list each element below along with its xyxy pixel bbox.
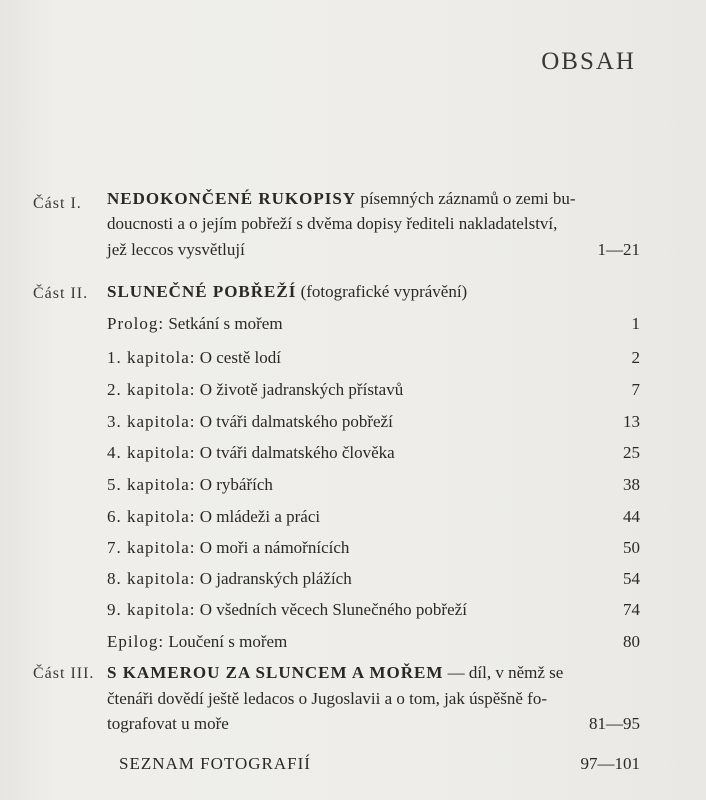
part-3-line-1-rest: — díl, v němž se <box>447 663 564 682</box>
chapter-entry <box>107 569 352 589</box>
chapter-entry <box>107 475 273 495</box>
part-2-label: Část II. <box>33 285 89 302</box>
chapter-page: 38 <box>623 475 640 494</box>
chapter-title: O tváři dalmatského člověka <box>199 443 395 462</box>
chapter-page: 74 <box>623 600 640 619</box>
part-2-heading-line <box>107 282 467 302</box>
chapter-label: 2. kapitola: <box>107 380 196 399</box>
chapter-page: 50 <box>623 538 640 557</box>
chapter-label: Prolog: <box>107 314 165 333</box>
chapter-page: 54 <box>623 569 640 588</box>
chapter-page: 13 <box>623 412 640 431</box>
chapter-label: 6. kapitola: <box>107 507 196 526</box>
chapter-page: 2 <box>631 348 640 367</box>
chapter-label: 3. kapitola: <box>107 412 196 431</box>
chapter-title: Loučení s mořem <box>168 632 288 651</box>
part-1-line-2: doucnosti a o jejím pobřeží s dvěma dopisy řediteli nakladatelství, <box>107 214 558 233</box>
chapter-entry <box>107 412 393 432</box>
part-3-line-3: tografovat u moře <box>107 714 229 733</box>
chapter-page: 1 <box>631 314 640 333</box>
chapter-title: O mládeži a práci <box>199 507 321 526</box>
chapter-title: O všedních věcech Slunečného pobřeží <box>199 600 467 619</box>
part-3-line-2: čtenáři dovědí ještě ledacos o Jugoslavii a o tom, jak úspěšně fo- <box>107 689 547 708</box>
chapter-title: O tváři dalmatského pobřeží <box>199 412 393 431</box>
chapter-entry <box>107 538 349 558</box>
chapter-page: 44 <box>623 507 640 526</box>
chapter-entry <box>107 314 283 334</box>
part-1-line-1-rest: písemných záznamů o zemi bu- <box>360 189 576 208</box>
chapter-title: O moři a námořnících <box>199 538 350 557</box>
chapter-title: O životě jadranských přístavů <box>199 380 404 399</box>
part-2-subtitle: (fotografické vyprávění) <box>300 282 468 301</box>
chapter-title: Setkání s mořem <box>168 314 283 333</box>
chapter-entry <box>107 507 320 527</box>
part-3-pages: 81—95 <box>589 714 640 733</box>
chapter-label: Epilog: <box>107 632 165 651</box>
chapter-entry <box>107 348 281 368</box>
part-1-label: Část I. <box>33 195 82 212</box>
chapter-page: 80 <box>623 632 640 651</box>
chapter-entry <box>107 443 395 463</box>
part-1-heading: NEDOKONČENÉ RUKOPISY <box>107 189 357 208</box>
chapter-title: O rybářích <box>199 475 273 494</box>
chapter-title: O cestě lodí <box>199 348 281 367</box>
chapter-title: O jadranských plážích <box>199 569 352 588</box>
chapter-label: 9. kapitola: <box>107 600 196 619</box>
part-3-line-1 <box>107 663 563 683</box>
part-1-pages: 1—21 <box>597 240 640 259</box>
chapter-label: 4. kapitola: <box>107 443 196 462</box>
chapter-label: 8. kapitola: <box>107 569 196 588</box>
photo-list-pages: 97—101 <box>580 754 640 773</box>
chapter-entry <box>107 600 467 620</box>
chapter-label: 1. kapitola: <box>107 348 196 367</box>
chapter-label: 7. kapitola: <box>107 538 196 557</box>
part-2-heading: SLUNEČNÉ POBŘEŽÍ <box>107 282 297 301</box>
chapter-page: 7 <box>631 380 640 399</box>
part-1-line-1 <box>107 189 576 209</box>
page-title: OBSAH <box>541 48 636 75</box>
part-3-heading: S KAMEROU ZA SLUNCEM A MOŘEM <box>107 663 444 682</box>
chapter-entry <box>107 632 287 652</box>
photo-list-label: SEZNAM FOTOGRAFIÍ <box>119 754 311 773</box>
part-3-label: Část III. <box>33 665 95 682</box>
part-1-line-3: jež leccos vysvětlují <box>107 240 245 259</box>
chapter-label: 5. kapitola: <box>107 475 196 494</box>
chapter-page: 25 <box>623 443 640 462</box>
chapter-entry <box>107 380 403 400</box>
